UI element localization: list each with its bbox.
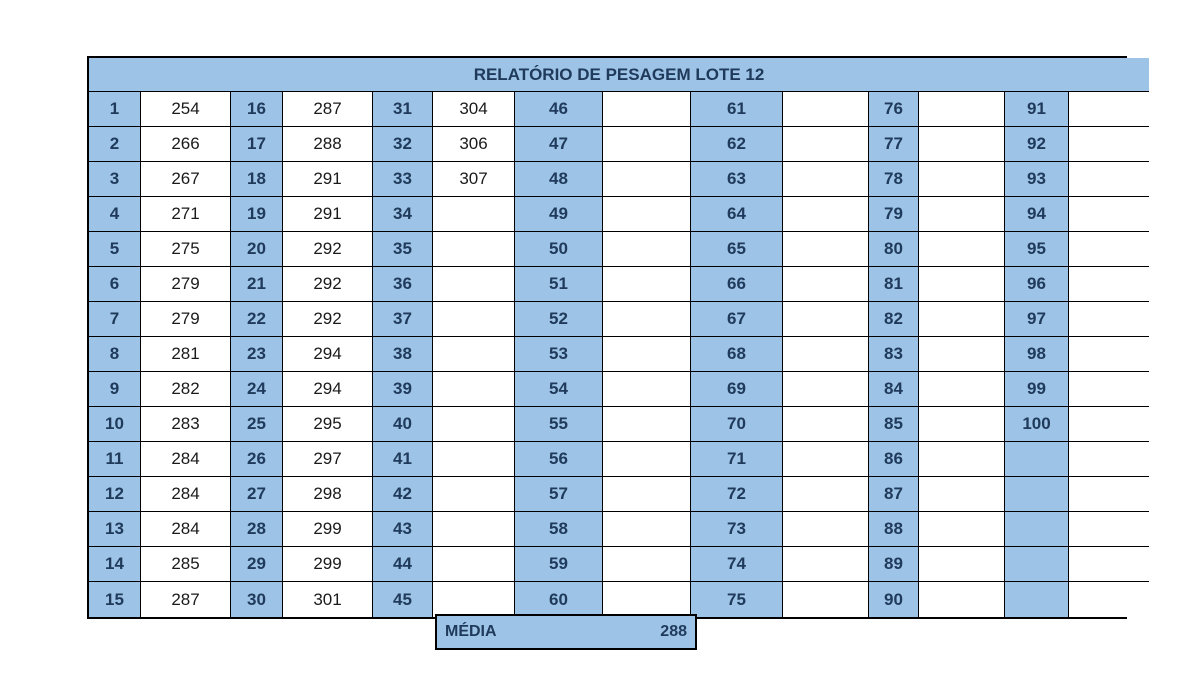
item-number: 50 [515,232,603,267]
weight-value [919,582,1005,617]
item-number: 30 [231,582,283,617]
item-number: 56 [515,442,603,477]
weight-value [1069,582,1149,617]
weight-value [433,512,515,547]
weight-value [433,232,515,267]
weight-value [603,302,691,337]
weight-value [783,337,869,372]
item-number: 1 [89,92,141,127]
weight-value [1069,162,1149,197]
weight-value [783,267,869,302]
item-number: 55 [515,407,603,442]
item-number: 68 [691,337,783,372]
item-number: 73 [691,512,783,547]
weight-value [919,372,1005,407]
weight-value: 297 [283,442,373,477]
item-number [1005,547,1069,582]
item-number: 27 [231,477,283,512]
weight-value [433,477,515,512]
item-number: 5 [89,232,141,267]
weight-value [783,92,869,127]
weight-value [783,197,869,232]
weight-value: 301 [283,582,373,617]
item-number: 7 [89,302,141,337]
weight-value [919,232,1005,267]
item-number: 94 [1005,197,1069,232]
weight-value: 292 [283,302,373,337]
weight-value: 279 [141,302,231,337]
item-number: 98 [1005,337,1069,372]
weight-value [1069,337,1149,372]
item-number: 66 [691,267,783,302]
item-number: 48 [515,162,603,197]
item-number [1005,512,1069,547]
item-number: 92 [1005,127,1069,162]
weight-value [919,442,1005,477]
weight-value [783,162,869,197]
weight-value [783,407,869,442]
item-number: 65 [691,232,783,267]
item-number: 99 [1005,372,1069,407]
weight-value: 304 [433,92,515,127]
item-number: 64 [691,197,783,232]
weight-value: 287 [141,582,231,617]
item-number: 52 [515,302,603,337]
item-number: 3 [89,162,141,197]
item-number: 84 [869,372,919,407]
weight-value [603,127,691,162]
weight-value [433,407,515,442]
item-number: 12 [89,477,141,512]
weight-value [603,512,691,547]
item-number: 88 [869,512,919,547]
item-number: 78 [869,162,919,197]
weight-value: 306 [433,127,515,162]
weight-value [603,442,691,477]
item-number: 51 [515,267,603,302]
item-number: 54 [515,372,603,407]
weight-value: 267 [141,162,231,197]
item-number: 89 [869,547,919,582]
weight-value [783,547,869,582]
weight-value [783,477,869,512]
weight-value [919,92,1005,127]
item-number: 59 [515,547,603,582]
weight-value [919,162,1005,197]
item-number [1005,442,1069,477]
weight-value [783,442,869,477]
item-number: 6 [89,267,141,302]
weight-value [603,92,691,127]
item-number: 95 [1005,232,1069,267]
weight-value [783,127,869,162]
item-number: 71 [691,442,783,477]
item-number: 58 [515,512,603,547]
weight-value [919,547,1005,582]
item-number: 2 [89,127,141,162]
weight-value: 284 [141,442,231,477]
weight-value: 294 [283,372,373,407]
item-number: 67 [691,302,783,337]
item-number: 60 [515,582,603,617]
weight-value [603,407,691,442]
average-value: 288 [660,623,687,640]
item-number: 11 [89,442,141,477]
item-number [1005,477,1069,512]
weight-value [433,442,515,477]
item-number: 86 [869,442,919,477]
item-number: 16 [231,92,283,127]
report-title: RELATÓRIO DE PESAGEM LOTE 12 [89,58,1149,92]
weight-value [1069,197,1149,232]
item-number: 31 [373,92,433,127]
item-number: 77 [869,127,919,162]
item-number: 90 [869,582,919,617]
item-number: 97 [1005,302,1069,337]
item-number: 47 [515,127,603,162]
weight-value [603,197,691,232]
weight-value [919,127,1005,162]
weight-value [433,197,515,232]
item-number: 15 [89,582,141,617]
weight-value: 299 [283,547,373,582]
weight-value: 295 [283,407,373,442]
weight-value: 291 [283,197,373,232]
item-number: 85 [869,407,919,442]
weight-value [783,372,869,407]
item-number: 57 [515,477,603,512]
item-number: 42 [373,477,433,512]
item-number: 35 [373,232,433,267]
item-number: 34 [373,197,433,232]
weight-value: 284 [141,512,231,547]
weight-value: 275 [141,232,231,267]
item-number: 33 [373,162,433,197]
weight-value [603,267,691,302]
weight-value: 283 [141,407,231,442]
item-number: 39 [373,372,433,407]
weight-value [783,302,869,337]
weight-value [919,302,1005,337]
item-number: 82 [869,302,919,337]
weight-value: 271 [141,197,231,232]
item-number: 36 [373,267,433,302]
weight-value [433,372,515,407]
item-number: 17 [231,127,283,162]
item-number: 81 [869,267,919,302]
weight-value [1069,127,1149,162]
item-number: 10 [89,407,141,442]
weight-value [603,547,691,582]
item-number: 91 [1005,92,1069,127]
item-number: 23 [231,337,283,372]
weight-value [919,407,1005,442]
item-number: 43 [373,512,433,547]
weight-value [603,232,691,267]
weight-value: 307 [433,162,515,197]
weight-value [433,267,515,302]
item-number: 22 [231,302,283,337]
item-number: 83 [869,337,919,372]
weight-value [603,162,691,197]
item-number: 62 [691,127,783,162]
weight-value: 299 [283,512,373,547]
weight-value [1069,372,1149,407]
item-number: 87 [869,477,919,512]
weight-value [919,477,1005,512]
average-label: MÉDIA [445,623,497,640]
weight-value: 254 [141,92,231,127]
item-number: 18 [231,162,283,197]
item-number: 75 [691,582,783,617]
item-number: 61 [691,92,783,127]
weight-value: 298 [283,477,373,512]
weight-value [603,337,691,372]
item-number: 100 [1005,407,1069,442]
weight-value [1069,512,1149,547]
item-number: 49 [515,197,603,232]
item-number: 8 [89,337,141,372]
weight-value [433,337,515,372]
weight-value [1069,442,1149,477]
weight-value: 279 [141,267,231,302]
weight-value: 291 [283,162,373,197]
item-number: 53 [515,337,603,372]
item-number: 25 [231,407,283,442]
weight-value: 294 [283,337,373,372]
weight-value [919,197,1005,232]
weight-value: 282 [141,372,231,407]
item-number [1005,582,1069,617]
item-number: 69 [691,372,783,407]
item-number: 76 [869,92,919,127]
weight-value [603,582,691,617]
weight-value [919,337,1005,372]
weight-value [1069,547,1149,582]
weight-value [919,512,1005,547]
item-number: 38 [373,337,433,372]
weight-value: 292 [283,232,373,267]
item-number: 70 [691,407,783,442]
item-number: 14 [89,547,141,582]
item-number: 9 [89,372,141,407]
item-number: 26 [231,442,283,477]
weight-value [603,372,691,407]
item-number: 63 [691,162,783,197]
item-number: 13 [89,512,141,547]
item-number: 46 [515,92,603,127]
weight-value [1069,407,1149,442]
weighing-report-table [87,56,1127,619]
weight-value [1069,267,1149,302]
item-number: 74 [691,547,783,582]
weight-value [1069,302,1149,337]
weight-value: 287 [283,92,373,127]
weight-value: 288 [283,127,373,162]
weight-value [783,582,869,617]
weight-value [1069,477,1149,512]
weight-value: 281 [141,337,231,372]
weight-value [433,582,515,617]
weight-value [783,232,869,267]
weight-value: 266 [141,127,231,162]
item-number: 28 [231,512,283,547]
item-number: 45 [373,582,433,617]
item-number: 80 [869,232,919,267]
item-number: 29 [231,547,283,582]
weight-value [1069,232,1149,267]
weight-value [919,267,1005,302]
weight-value [603,477,691,512]
weight-value [783,512,869,547]
item-number: 40 [373,407,433,442]
item-number: 79 [869,197,919,232]
item-number: 96 [1005,267,1069,302]
item-number: 41 [373,442,433,477]
weight-value [433,302,515,337]
item-number: 19 [231,197,283,232]
average-box [435,614,697,650]
item-number: 32 [373,127,433,162]
item-number: 93 [1005,162,1069,197]
item-number: 72 [691,477,783,512]
item-number: 24 [231,372,283,407]
item-number: 44 [373,547,433,582]
weight-value [1069,92,1149,127]
weight-value: 285 [141,547,231,582]
weight-value [433,547,515,582]
weight-value: 284 [141,477,231,512]
item-number: 37 [373,302,433,337]
weight-value: 292 [283,267,373,302]
item-number: 4 [89,197,141,232]
item-number: 20 [231,232,283,267]
item-number: 21 [231,267,283,302]
